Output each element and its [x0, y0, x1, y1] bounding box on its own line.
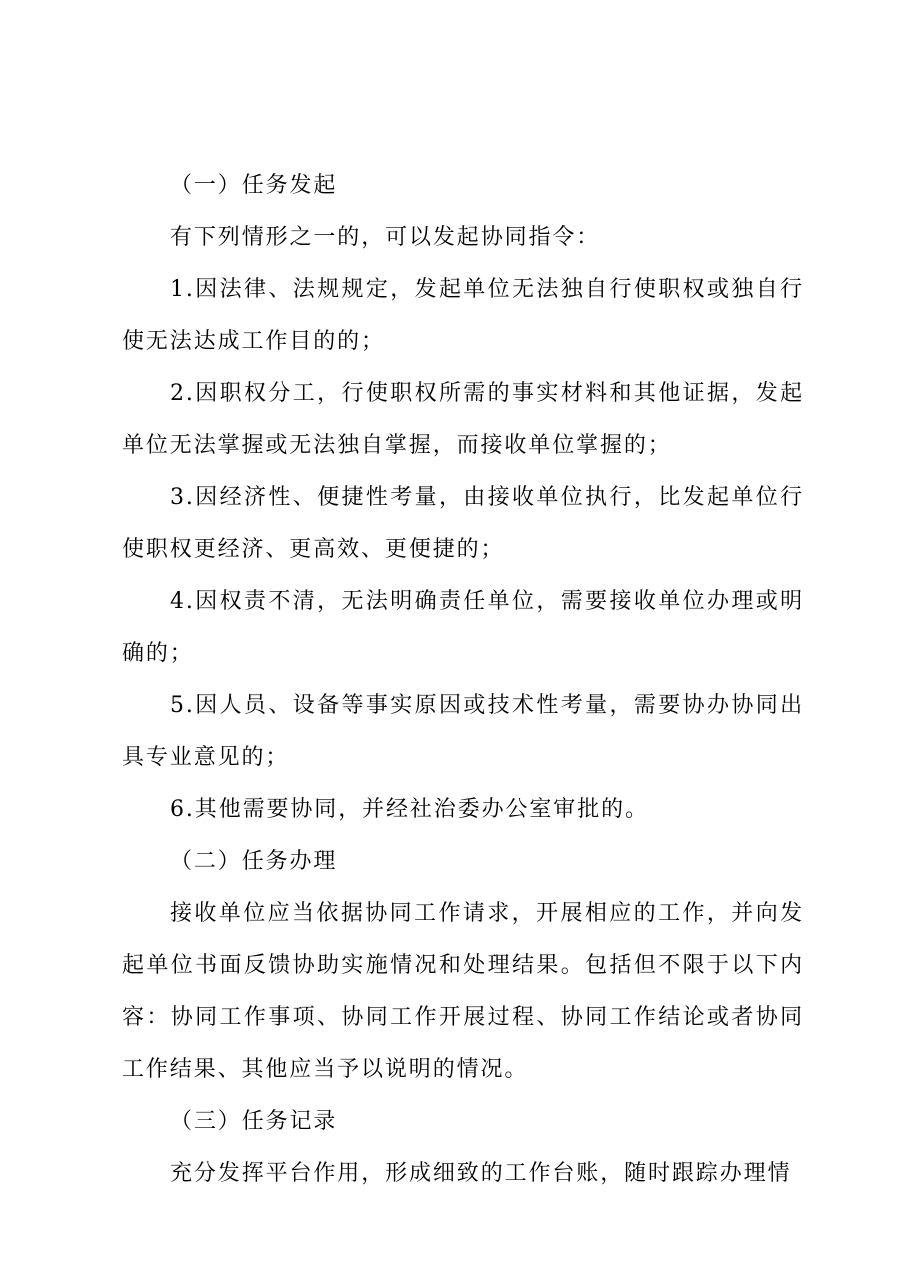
paragraph-task-record: 充分发挥平台作用，形成细致的工作台账，随时跟踪办理情: [170, 1161, 792, 1186]
paragraph-task-handling: 接收单位应当依据协同工作请求，开展相应的工作，并向发起单位书面反馈协助实施情况和处理结果。包括但不限于以下内容：协同工作事项、协同工作开展过程、协同工作结论或者协同工作结果、其他应当予以说明的情况。: [122, 901, 804, 1082]
section-heading-1: （一）任务发起: [170, 173, 338, 198]
paragraph-item-1: 1.因法律、法规规定，发起单位无法独自行使职权或独自行使无法达成工作目的的；: [122, 277, 804, 354]
paragraph-item-2: 2.因职权分工，行使职权所需的事实材料和其他证据，发起单位无法掌握或无法独自掌握，而接收单位掌握的；: [122, 381, 804, 458]
paragraph-item-3: 3.因经济性、便捷性考量，由接收单位执行，比发起单位行使职权更经济、更高效、更便捷的；: [122, 485, 804, 562]
paragraph-item-5: 5.因人员、设备等事实原因或技术性考量，需要协办协同出具专业意见的；: [122, 693, 804, 770]
section-heading-3: （三）任务记录: [170, 1109, 338, 1134]
section-heading-2: （二）任务办理: [170, 849, 338, 874]
paragraph-item-4: 4.因权责不清，无法明确责任单位，需要接收单位办理或明确的；: [122, 589, 804, 666]
paragraph-item-6: 6.其他需要协同，并经社治委办公室审批的。: [170, 797, 649, 822]
document-body: [122, 160, 804, 1200]
paragraph-intro: 有下列情形之一的，可以发起协同指令：: [170, 225, 601, 250]
